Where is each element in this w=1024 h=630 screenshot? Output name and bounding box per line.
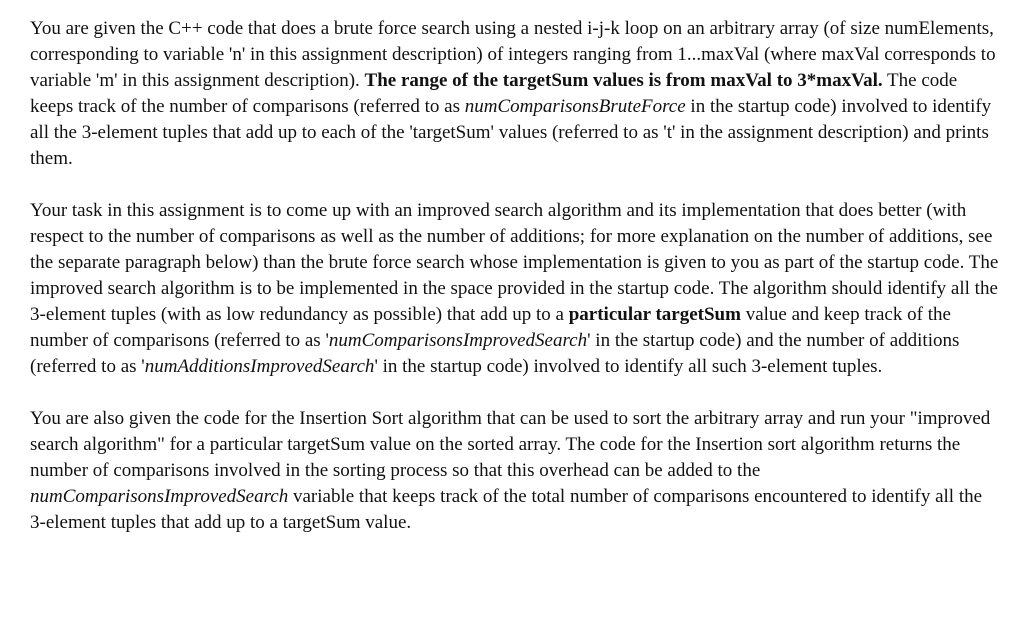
text-span: Your task in this assignment is to come up with an improved search algorithm and its implementation that does better (with respect to the number of comparisons as well as the number of additions; for more explanation on the number of additions, see the separate paragraph below) than the brute force search whose implementation is given to you as part of the startup code. The improved search algorithm is to be implemented in the space provided in the startup code. The algorithm should identify all the 3-element tuples (with as low redundancy as possible) that add up to a xyxy=(30,200,999,325)
italic-span: numAdditionsImprovedSearch xyxy=(144,356,375,377)
text-span: ' in the startup code) involved to identify all such 3-element tuples. xyxy=(374,356,883,377)
text-span: You are given the C++ code that does a brute force search using a nested i-j-k loop on an arbitrary array (of size numElements, corresponding to variable 'n' in this assignment description) of integers ranging from 1...maxVal (where maxVal corresponds to variable 'm' in this assignment description). xyxy=(30,18,996,91)
text-span: variable that keeps track of the total number of comparisons encountered to identify all the 3-element tuples that add up to a targetSum value. xyxy=(30,486,983,533)
text-span: The code keeps track of the number of comparisons (referred to as xyxy=(30,70,958,117)
text-span: value and keep track of the number of comparisons (referred to as ' xyxy=(30,304,951,351)
paragraph-brute-force xyxy=(30,16,1002,172)
text-span: in the startup code) involved to identify all the 3-element tuples that add up to each of the 'targetSum' values (referred to as 't' in the assignment description) and prints them. xyxy=(30,96,992,169)
text-span: ' in the startup code) and the number of additions (referred to as ' xyxy=(30,330,960,377)
assignment-description xyxy=(30,16,1002,562)
text-span: You are also given the code for the Insertion Sort algorithm that can be used to sort the arbitrary array and run your "improved search algorithm" for a particular targetSum value on the sorted array. The code for the Insertion sort algorithm returns the number of comparisons involved in the sorting process so that this overhead can be added to the xyxy=(30,408,991,481)
italic-span: numComparisonsBruteForce xyxy=(464,96,686,117)
italic-span: numComparisonsImprovedSearch xyxy=(30,486,289,507)
italic-span: numComparisonsImprovedSearch xyxy=(328,330,588,351)
bold-span: The range of the targetSum values is from maxVal to 3*maxVal. xyxy=(364,70,883,91)
paragraph-task xyxy=(30,198,1002,380)
paragraph-insertion-sort xyxy=(30,406,1002,536)
bold-span: particular targetSum xyxy=(568,304,741,325)
